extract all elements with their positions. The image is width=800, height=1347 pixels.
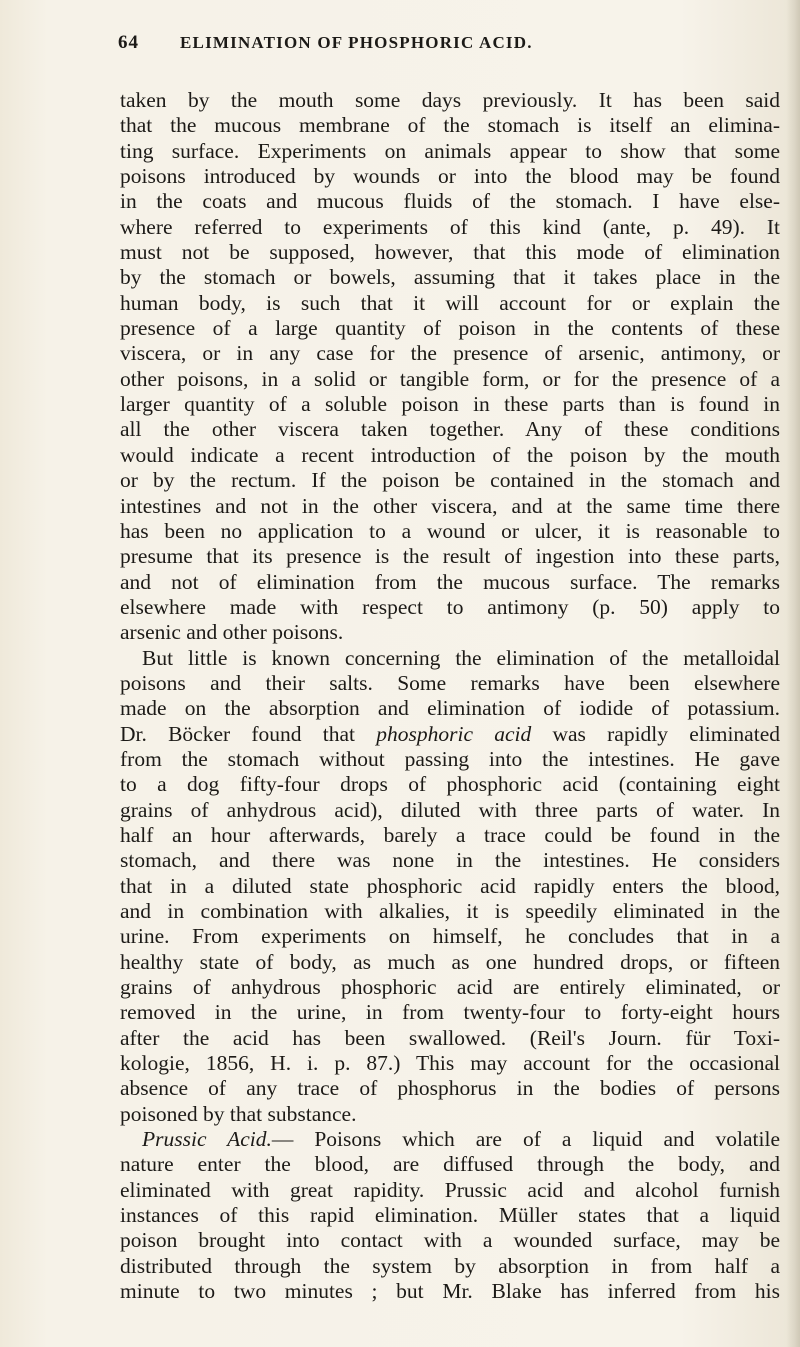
text-line: presence of a large quantity of poison in the contents of these	[120, 316, 780, 341]
text-line: would indicate a recent introduction of the poison by the mouth	[120, 442, 780, 467]
body-text	[120, 88, 780, 1305]
section-heading-prussic-acid: Prussic Acid.	[142, 1127, 272, 1152]
text-line: poisoned by that substance.	[120, 1101, 357, 1126]
text-line: eliminated with great rapidity. Prussic acid and alcohol furnish	[120, 1177, 780, 1202]
text-line: elsewhere made with respect to antimony (p. 50) apply to	[120, 594, 780, 619]
text-line: nature enter the blood, are diffused through the body, and	[120, 1152, 780, 1177]
text-line: that the mucous membrane of the stomach is itself an elimina-	[120, 113, 780, 138]
text-line: by the stomach or bowels, assuming that it takes place in the	[120, 265, 780, 290]
text-line: presume that its presence is the result of ingestion into these parts,	[120, 544, 780, 569]
text-run: Dr. Böcker found that	[120, 721, 377, 746]
text-line: to a dog fifty-four drops of phosphoric acid (containing eight	[120, 772, 780, 797]
text-line: urine. From experiments on himself, he concludes that in a	[120, 924, 780, 949]
text-line: and in combination with alkalies, it is speedily eliminated in the	[120, 899, 780, 923]
text-line: from the stomach without passing into the intestines. He gave	[120, 746, 780, 771]
paragraph-prussic-acid	[120, 1127, 780, 1304]
text-line: grains of anhydrous acid), diluted with three parts of water. In	[120, 797, 780, 822]
text-line: ting surface. Experiments on animals appear to show that some	[120, 138, 780, 163]
text-line: and not of elimination from the mucous surface. The remarks	[120, 569, 780, 594]
running-title: ELIMINATION OF PHOSPHORIC ACID.	[180, 33, 533, 52]
text-line: taken by the mouth some days previously. It has been said	[120, 88, 780, 112]
text-line: stomach, and there was none in the intestines. He considers	[120, 848, 780, 873]
text-line: half an hour afterwards, barely a trace could be found in the	[120, 822, 780, 847]
running-head	[118, 32, 778, 62]
text-line: absence of any trace of phosphorus in the bodies of persons	[120, 1076, 780, 1101]
italic-term-phosphoric-acid: phosphoric acid	[376, 721, 532, 746]
page-edge-shadow	[786, 0, 800, 1347]
text-line: arsenic and other poisons.	[120, 620, 344, 645]
text-line: must not be supposed, however, that this mode of elimination	[120, 240, 780, 265]
text-line: larger quantity of a soluble poison in these parts than is found in	[120, 392, 780, 417]
text-line: after the acid has been swallowed. (Reil's Journ. für Toxi-	[120, 1025, 780, 1050]
text-line: has been no application to a wound or ulcer, it is reasonable to	[120, 518, 780, 543]
text-line: instances of this rapid elimination. Müller states that a liquid	[120, 1203, 780, 1228]
text-line: kologie, 1856, H. i. p. 87.) This may account for the occasional	[120, 1051, 780, 1076]
text-line: where referred to experiments of this kind (ante, p. 49). It	[120, 214, 780, 239]
text-line: minute to two minutes ; but Mr. Blake has inferred from his	[120, 1279, 780, 1304]
text-run: was rapidly eliminated	[531, 721, 780, 746]
text-line: in the coats and mucous fluids of the stomach. I have else-	[120, 189, 780, 214]
text-line: viscera, or in any case for the presence of arsenic, antimony, or	[120, 341, 780, 366]
text-line: distributed through the system by absorption in from half a	[120, 1253, 780, 1278]
paragraph-elimination-by-stomach	[120, 88, 780, 646]
text-line: But little is known concerning the elimination of the metalloidal	[142, 645, 780, 670]
text-line: that in a diluted state phosphoric acid rapidly enters the blood,	[120, 873, 780, 898]
text-line: made on the absorption and elimination of iodide of potassium.	[120, 696, 780, 721]
page-number: 64	[118, 32, 139, 53]
text-line: poisons and their salts. Some remarks have been elsewhere	[120, 670, 780, 695]
text-line-with-italic	[120, 722, 780, 747]
text-line: removed in the urine, in from twenty-four to forty-eight hours	[120, 1000, 780, 1025]
text-line: or by the rectum. If the poison be contained in the stomach and	[120, 468, 780, 493]
text-line: poisons introduced by wounds or into the blood may be found	[120, 164, 780, 189]
paragraph-phosphoric-acid	[120, 646, 780, 1128]
text-line: poison brought into contact with a wounded surface, may be	[120, 1228, 780, 1253]
text-line: all the other viscera taken together. Any of these conditions	[120, 417, 780, 442]
text-line: other poisons, in a solid or tangible form, or for the presence of a	[120, 366, 780, 391]
text-line: human body, is such that it will account for or explain the	[120, 290, 780, 315]
text-run: — Poisons which are of a liquid and volatile	[271, 1127, 780, 1152]
text-line: grains of anhydrous phosphoric acid are entirely eliminated, or	[120, 975, 780, 1000]
text-line: intestines and not in the other viscera, and at the same time there	[120, 493, 780, 518]
text-line-with-heading	[120, 1127, 780, 1152]
text-line: healthy state of body, as much as one hundred drops, or fifteen	[120, 949, 780, 974]
